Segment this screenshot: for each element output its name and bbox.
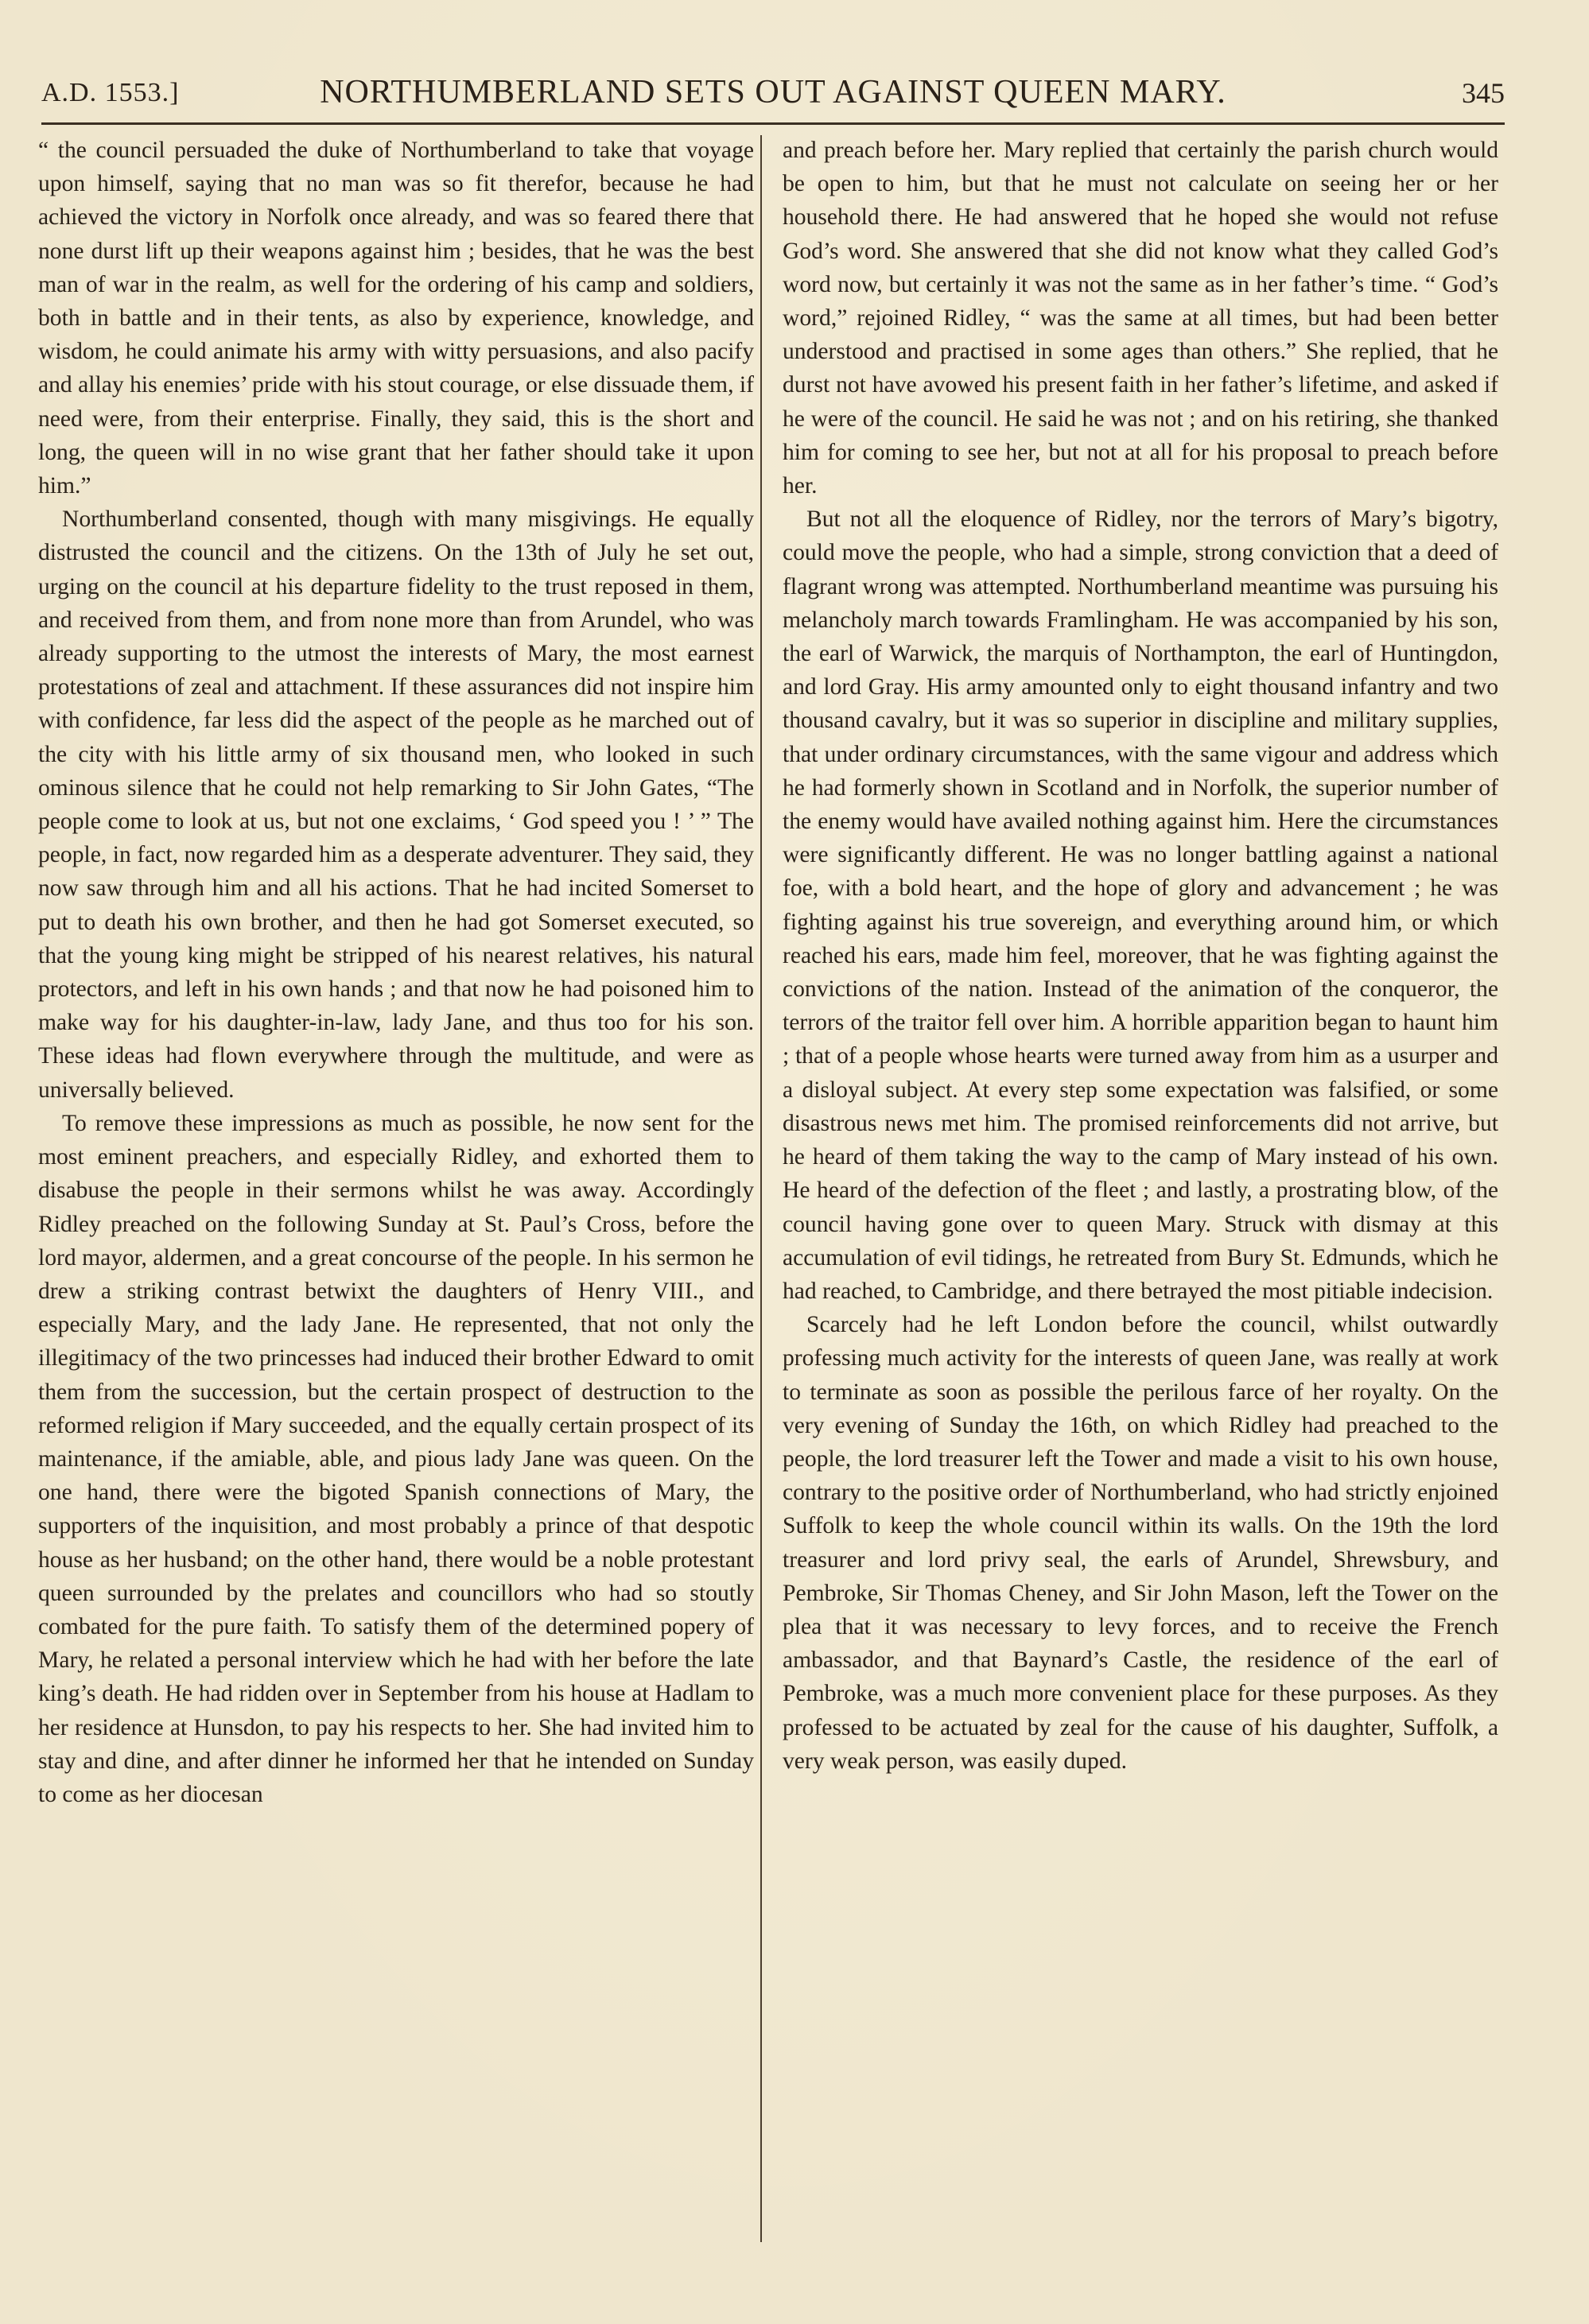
left-paragraph-1: “ the council persuaded the duke of Northumberland to take that voyage upon himself, saying that no man was so fit therefor, because he had achieved the victory in Norfolk once already, and was so feared there that none durst lift up their weapons against him ; besides, that he was the best man of war in the realm, as well for the ordering of his camp and soldiers, both in battle and in their tents, as also by experience, knowledge, and wisdom, he could animate his army with witty persuasions, and also pacify and allay his enemies’ pride with his stout courage, or else dissuade them, if need were, from their enterprise. Finally, they said, this is the short and long, the queen will in no wise grant that her father should take it upon him.” [38,138,754,499]
right-paragraph-2: But not all the eloquence of Ridley, nor the terrors of Mary’s bigotry, could move the people, who had a simple, strong conviction that a deed of flagrant wrong was attempted. Northumberland meantime was pursuing his melancholy march towards Framlingham. He was accompanied by his son, the earl of Warwick, the marquis of Northampton, the earl of Huntingdon, and lord Gray. His army amounted only to eight thousand infantry and two thousand cavalry, but it was so superior in discipline and military supplies, that under ordinary circumstances, with the same vigour and address which he had formerly shown in Scotland and in Norfolk, the superior number of the enemy would have availed nothing against him. Here the circumstances were significantly different. He was no longer battling against a national foe, with a bold heart, and the hope of glory and advancement ; he was fighting against his true sovereign, and everything around him, or which reached his ears, made him feel, moreover, that he was fighting against the convictions of the nation. Instead of the animation of the conqueror, the terrors of the traitor fell over him. A horrible apparition began to haunt him ; that of a people whose hearts were turned away from him as a usurper and a disloyal subject. At every step some expectation was falsified, or some disastrous news met him. The promised reinforcements did not arrive, but he heard of them taking the way to the camp of Mary instead of his own. He heard of the defection of the fleet ; and lastly, a prostrating blow, of the council having gone over to queen Mary. Struck with dismay at this accumulation of evil tidings, he retreated from Bury St. Edmunds, which he had reached, to Cambridge, and there betrayed the most pitiable indecision. [783,506,1498,1304]
header-rule [41,122,1505,125]
page-number: 345 [1462,77,1505,109]
running-header [41,73,1505,111]
right-column [783,134,1498,2248]
left-column [38,134,754,2248]
column-divider [760,135,762,2242]
right-paragraph-3: Scarcely had he left London before the council, whilst outwardly professing much activity for the interests of queen Jane, was really at work to terminate as soon as possible the perilous farce of her royalty. On the very evening of Sunday the 16th, on which Ridley had preached to the people, the lord treasurer left the Tower and made a visit to his own house, contrary to the positive order of Northumberland, who had strictly enjoined Suffolk to keep the whole council within its walls. On the 19th the lord treasurer and lord privy seal, the earls of Arundel, Shrewsbury, and Pembroke, Sir Thomas Cheney, and Sir John Mason, left the Tower on the plea that it was necessary to levy forces, and to receive the French ambassador, and that Baynard’s Castle, the residence of the earl of Pembroke, was a much more convenient place for these purposes. As they professed to be actuated by zeal for the cause of his daughter, Suffolk, a very weak person, was easily duped. [783,1312,1498,1774]
right-paragraph-1: and preach before her. Mary replied that certainly the parish church would be open to him, but that he must not calculate on seeing her or her household there. He had answered that he hoped she would not refuse God’s word. She answered that she did not know what they called God’s word now, but certainly it was not the same as in her father’s time. “ God’s word,” rejoined Ridley, “ was the same at all times, but had been better understood and practised in some ages than others.” She replied, that he durst not have avowed his present faith in her father’s lifetime, and asked if he were of the council. He said he was not ; and on his retiring, she thanked him for coming to see her, but not at all for his proposal to preach before her. [783,138,1498,499]
left-paragraph-3: To remove these impressions as much as possible, he now sent for the most eminent preachers, and especially Ridley, and exhorted them to disabuse the people in their sermons whilst he was away. Accordingly Ridley preached on the following Sunday at St. Paul’s Cross, before the lord mayor, aldermen, and a great concourse of the people. In his sermon he drew a striking contrast betwixt the daughters of Henry VIII., and especially Mary, and the lady Jane. He represented, that not only the illegitimacy of the two princesses had induced their brother Edward to omit them from the succession, but the certain prospect of destruction to the reformed religion if Mary succeeded, and the equally certain prospect of its maintenance, if the amiable, able, and pious lady Jane was queen. On the one hand, there were the bigoted Spanish connections of Mary, the supporters of the inquisition, and most probably a prince of that despotic house as her husband; on the other hand, there would be a noble protestant queen surrounded by the prelates and councillors who had so stoutly combated for the pure faith. To satisfy them of the determined popery of Mary, he related a personal interview which he had with her before the late king’s death. He had ridden over in September from his house at Hadlam to her residence at Hunsdon, to pay his respects to her. She had invited him to stay and dine, and after dinner he informed her that he intended on Sunday to come as her diocesan [38,1110,754,1807]
page-title: NORTHUMBERLAND SETS OUT AGAINST QUEEN MARY. [320,74,1226,111]
left-paragraph-2: Northumberland consented, though with many misgivings. He equally distrusted the council and the citizens. On the 13th of July he set out, urging on the council at his departure fidelity to the trust reposed in them, and received from them, and from none more than from Arundel, who was already supporting to the utmost the interests of Mary, the most earnest protestations of zeal and attachment. If these assurances did not inspire him with confidence, far less did the aspect of the people as he marched out of the city with his little army of six thousand men, who looked in such ominous silence that he could not help remarking to Sir John Gates, “The people come to look at us, but not one exclaims, ‘ God speed you ! ’ ” The people, in fact, now regarded him as a desperate adventurer. They said, they now saw through him and all his actions. That he had incited Somerset to put to death his own brother, and then he had got Somerset executed, so that the young king might be stripped of his nearest relatives, his natural protectors, and left in his own hands ; and that now he had poisoned him to make way for his daughter-in-law, lady Jane, and thus too for his son. These ideas had flown everywhere through the multitude, and were as universally believed. [38,506,754,1103]
header-date: A.D. 1553.] [41,78,180,107]
